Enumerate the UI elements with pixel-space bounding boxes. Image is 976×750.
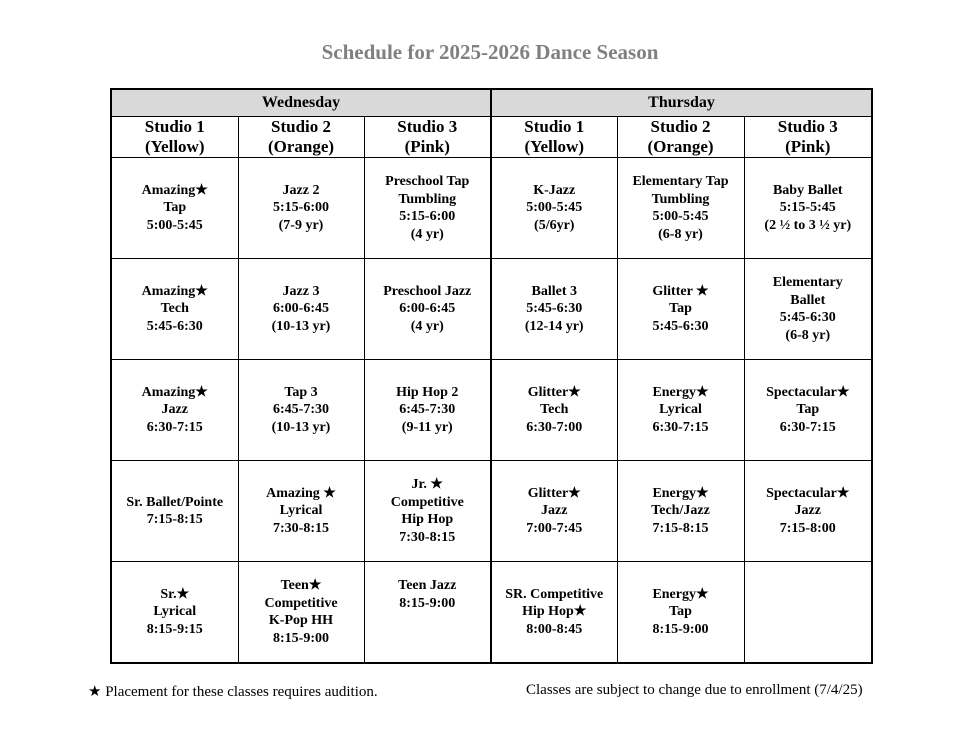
table-row xyxy=(111,562,872,664)
class-line: Amazing ★ xyxy=(266,485,336,501)
class-line: Lyrical xyxy=(153,604,197,620)
class-cell xyxy=(238,158,364,259)
class-cell xyxy=(238,259,364,360)
class-line: Competitive xyxy=(264,595,338,611)
class-cell xyxy=(491,360,617,461)
class-line: Sr.★ xyxy=(160,586,190,602)
studio-header xyxy=(111,117,238,158)
class-line: Jazz 3 xyxy=(282,283,320,299)
class-line: Jazz xyxy=(541,503,568,519)
studio-color: (Pink) xyxy=(404,137,450,156)
class-line: Jazz xyxy=(161,402,188,418)
class-line: (2 ½ to 3 ½ yr) xyxy=(764,217,852,233)
table-row xyxy=(111,461,872,562)
class-line: (10-13 yr) xyxy=(271,419,331,435)
class-cell xyxy=(111,158,238,259)
class-cell xyxy=(744,461,872,562)
class-line: Jr. ★ xyxy=(411,477,443,492)
studio-name: Studio 1 xyxy=(144,117,205,136)
studio-name: Studio 2 xyxy=(650,117,711,136)
table-row xyxy=(111,360,872,461)
class-cell xyxy=(238,461,364,562)
class-line: 6:30-7:15 xyxy=(779,419,836,435)
class-line: Teen Jazz xyxy=(398,578,457,593)
class-cell xyxy=(617,259,744,360)
schedule-table xyxy=(110,88,873,664)
class-cell xyxy=(617,360,744,461)
class-cell xyxy=(364,562,491,664)
class-line: Lyrical xyxy=(279,503,323,519)
class-line: K-Pop HH xyxy=(268,613,334,628)
studio-name: Studio 3 xyxy=(397,117,458,136)
class-line: Glitter★ xyxy=(527,384,581,400)
page-title: Schedule for 2025-2026 Dance Season xyxy=(321,40,659,64)
class-line: 5:45-6:30 xyxy=(652,318,709,334)
enrollment-footnote: Classes are subject to change due to enrollment (7/4/25) xyxy=(526,682,863,698)
class-line: Energy★ xyxy=(652,485,709,501)
class-line: Tap xyxy=(163,200,187,216)
class-cell xyxy=(491,461,617,562)
class-line: Amazing★ xyxy=(141,283,208,299)
class-line: (4 yr) xyxy=(410,318,444,334)
studio-name: Studio 2 xyxy=(271,117,331,136)
class-line: (5/6yr) xyxy=(534,217,575,233)
class-line: Tech xyxy=(160,301,189,317)
class-line: 6:30-7:15 xyxy=(146,419,203,435)
class-line: 5:15-6:00 xyxy=(399,209,456,224)
class-line: Elementary xyxy=(772,275,843,290)
class-line: 5:00-5:45 xyxy=(652,209,709,224)
class-line: Preschool Tap xyxy=(385,174,470,189)
class-line: (10-13 yr) xyxy=(271,318,331,334)
class-cell xyxy=(238,360,364,461)
class-line: (6-8 yr) xyxy=(785,327,831,343)
class-line: Teen★ xyxy=(280,578,322,593)
class-line: Hip Hop 2 xyxy=(396,384,459,400)
class-cell xyxy=(364,360,491,461)
studio-name: Studio 1 xyxy=(524,117,585,136)
class-line: Preschool Jazz xyxy=(383,283,472,299)
studio-color: (Pink) xyxy=(785,137,831,156)
class-line: 8:00-8:45 xyxy=(526,621,583,637)
class-line: Glitter★ xyxy=(527,485,581,501)
class-cell xyxy=(364,158,491,259)
studio-name: Studio 3 xyxy=(777,117,838,136)
studio-color: (Orange) xyxy=(647,137,714,156)
class-line: 5:45-6:30 xyxy=(779,310,836,325)
table-row xyxy=(111,259,872,360)
class-line: (9-11 yr) xyxy=(401,419,453,435)
class-line: 7:00-7:45 xyxy=(526,520,583,536)
class-line: 5:00-5:45 xyxy=(526,200,583,216)
class-line: 7:15-8:15 xyxy=(652,520,709,536)
class-line: SR. Competitive xyxy=(505,586,604,602)
class-line: Hip Hop xyxy=(401,512,454,527)
class-line: Tap xyxy=(669,301,692,317)
class-cell xyxy=(744,562,872,664)
class-line: Tap 3 xyxy=(284,384,318,400)
class-line: Baby Ballet xyxy=(772,182,843,198)
class-line: Competitive xyxy=(390,494,464,510)
class-line: 5:15-6:00 xyxy=(273,200,329,216)
class-line: 7:30-8:15 xyxy=(399,529,456,545)
class-line: Jazz xyxy=(794,503,821,519)
class-line: Spectacular★ xyxy=(766,384,850,400)
class-line: 7:15-8:00 xyxy=(779,520,836,536)
studio-header xyxy=(744,117,872,158)
class-line: Ballet xyxy=(790,292,826,308)
class-cell xyxy=(364,461,491,562)
class-cell xyxy=(364,259,491,360)
day-header-wednesday: Wednesday xyxy=(111,89,491,117)
class-line: Tech xyxy=(540,402,569,418)
class-line: (12-14 yr) xyxy=(524,318,584,334)
class-line: Elementary Tap xyxy=(632,174,729,189)
class-line: Amazing★ xyxy=(141,182,208,198)
audition-footnote: ★ Placement for these classes requires audition. xyxy=(88,684,378,700)
class-line: Energy★ xyxy=(652,586,709,602)
class-line: 6:45-7:30 xyxy=(399,402,456,418)
class-cell xyxy=(744,360,872,461)
class-line: 5:00-5:45 xyxy=(146,217,203,233)
class-line: 7:15-8:15 xyxy=(146,512,203,527)
class-line: Jazz 2 xyxy=(282,182,320,198)
class-cell xyxy=(111,360,238,461)
class-cell xyxy=(491,259,617,360)
class-line: Hip Hop★ xyxy=(522,604,587,620)
class-line: 7:30-8:15 xyxy=(273,520,329,536)
class-line: K-Jazz xyxy=(533,182,576,198)
class-line: 6:00-6:45 xyxy=(273,301,329,317)
class-line: 8:15-9:15 xyxy=(146,621,203,637)
class-line: (6-8 yr) xyxy=(658,226,703,242)
class-line: 6:30-7:15 xyxy=(652,419,709,435)
class-line: 6:45-7:30 xyxy=(273,402,329,418)
studio-color: (Yellow) xyxy=(145,137,205,156)
class-line: Spectacular★ xyxy=(766,485,850,501)
class-line: Energy★ xyxy=(652,384,709,400)
class-cell xyxy=(617,562,744,664)
class-line: 5:45-6:30 xyxy=(146,318,203,334)
class-cell xyxy=(491,158,617,259)
studio-color: (Yellow) xyxy=(524,137,584,156)
class-cell xyxy=(238,562,364,664)
studio-header xyxy=(491,117,617,158)
class-cell xyxy=(491,562,617,664)
class-cell xyxy=(617,461,744,562)
class-cell xyxy=(111,259,238,360)
class-line: Tap xyxy=(669,604,692,620)
studio-header xyxy=(364,117,491,158)
class-line: 8:15-9:00 xyxy=(652,621,709,637)
class-line: (7-9 yr) xyxy=(278,217,324,233)
class-cell xyxy=(744,158,872,259)
class-line: Sr. Ballet/Pointe xyxy=(126,494,224,510)
class-line: Tech/Jazz xyxy=(651,503,710,519)
table-row xyxy=(111,158,872,259)
class-line xyxy=(365,612,491,630)
day-header-thursday: Thursday xyxy=(491,89,872,117)
studio-header xyxy=(238,117,364,158)
class-line: Lyrical xyxy=(659,402,702,418)
class-line: 5:45-6:30 xyxy=(526,301,583,317)
studio-header xyxy=(617,117,744,158)
class-line xyxy=(365,630,491,648)
studio-color: (Orange) xyxy=(267,137,335,156)
class-cell xyxy=(744,259,872,360)
class-line: (4 yr) xyxy=(410,226,444,242)
class-line: 6:30-7:00 xyxy=(526,419,583,435)
class-cell xyxy=(617,158,744,259)
class-line: Glitter ★ xyxy=(652,283,709,299)
class-line: 6:00-6:45 xyxy=(399,301,456,317)
class-line: 8:15-9:00 xyxy=(399,595,456,611)
class-line: Amazing★ xyxy=(141,384,208,400)
class-line: Tumbling xyxy=(651,191,710,207)
class-line: 5:15-5:45 xyxy=(779,200,836,216)
class-cell xyxy=(111,562,238,664)
class-cell xyxy=(111,461,238,562)
class-line: Tap xyxy=(796,402,820,418)
class-line: Tumbling xyxy=(398,191,457,207)
class-line: 8:15-9:00 xyxy=(273,630,329,646)
class-line: Ballet 3 xyxy=(531,283,577,299)
